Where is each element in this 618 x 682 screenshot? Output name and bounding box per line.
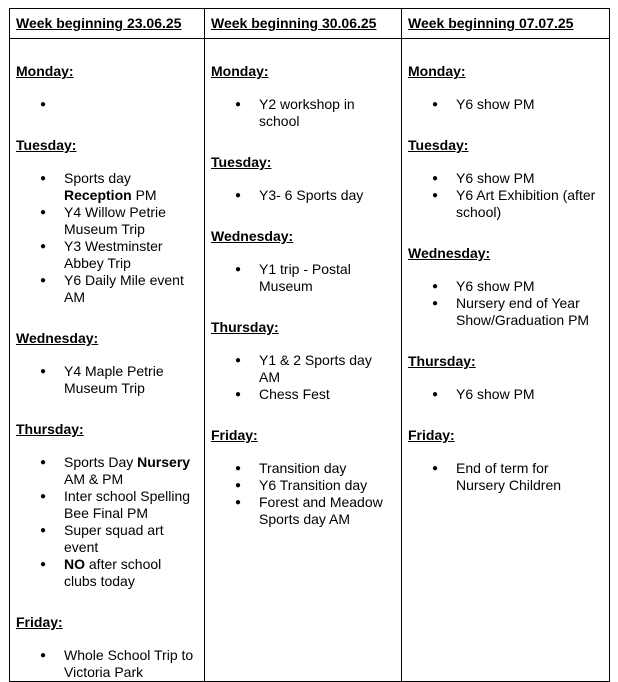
week-header-label: Week beginning 07.07.25 [408, 15, 574, 31]
header-row [10, 9, 610, 39]
week-column [205, 39, 402, 682]
day-block [408, 353, 603, 403]
event-item [211, 187, 395, 204]
event-list [211, 261, 395, 295]
day-heading: Tuesday: [408, 137, 469, 153]
day-heading: Tuesday: [211, 154, 272, 170]
event-text: Y3- 6 Sports day [259, 187, 364, 203]
day-block [211, 319, 395, 403]
calendar-table [9, 8, 610, 682]
week-column [10, 39, 205, 682]
event-list [408, 386, 603, 403]
day-heading: Thursday: [211, 319, 279, 335]
event-list [211, 96, 395, 130]
event-text: AM & PM [64, 471, 124, 487]
event-list [211, 352, 395, 403]
event-item [408, 187, 603, 221]
event-item [408, 278, 603, 295]
event-text: Y6 show PM [456, 96, 535, 112]
event-item [211, 477, 395, 494]
event-list [16, 363, 198, 397]
event-text: Y1 & 2 Sports day AM [259, 352, 372, 385]
event-text: Y6 Transition day [259, 477, 368, 493]
event-list [16, 454, 198, 590]
event-item [16, 488, 198, 522]
event-item [211, 494, 395, 528]
event-list [211, 460, 395, 528]
event-item [16, 272, 198, 306]
day-block [408, 245, 603, 329]
day-heading: Wednesday: [408, 245, 491, 261]
event-text: Nursery end of Year Show/Graduation PM [456, 295, 590, 328]
event-item [16, 556, 198, 590]
event-text: Y4 Willow Petrie Museum Trip [64, 204, 166, 237]
event-text-bold: NO [64, 556, 85, 572]
week-header [402, 9, 610, 39]
event-item [16, 170, 198, 204]
event-text: Forest and Meadow Sports day AM [259, 494, 383, 527]
event-list [211, 187, 395, 204]
week-header-label: Week beginning 30.06.25 [211, 15, 377, 31]
event-list [408, 170, 603, 221]
event-text: Y6 show PM [456, 170, 535, 186]
event-item [408, 170, 603, 187]
day-heading: Tuesday: [16, 137, 77, 153]
event-text: Y6 Art Exhibition (after school) [456, 187, 596, 220]
event-text: Y6 Daily Mile event AM [64, 272, 184, 305]
event-text: End of term for Nursery Children [456, 460, 562, 493]
event-text: Chess Fest [259, 386, 330, 402]
week-header [10, 9, 205, 39]
event-item [408, 460, 603, 494]
event-item [211, 386, 395, 403]
event-item [211, 261, 395, 295]
event-text: Super squad art event [64, 522, 164, 555]
day-heading: Wednesday: [16, 330, 99, 346]
week-header [205, 9, 402, 39]
day-block [211, 63, 395, 130]
event-text: Y2 workshop in school [259, 96, 355, 129]
body-row [10, 39, 610, 682]
day-block [211, 228, 395, 295]
event-text: Y1 trip - Postal Museum [259, 261, 351, 294]
event-text: Sports day [64, 170, 131, 186]
event-item [408, 96, 603, 113]
event-item [16, 647, 198, 681]
week-column [402, 39, 610, 682]
event-text: Inter school Spelling Bee Final PM [64, 488, 191, 521]
event-list [16, 96, 198, 113]
event-text: after school clubs today [64, 556, 162, 589]
day-block [408, 63, 603, 113]
event-text: Transition day [259, 460, 347, 476]
event-item [16, 454, 198, 488]
event-text: Sports Day [64, 454, 138, 470]
event-text: Y6 show PM [456, 386, 535, 402]
day-heading: Wednesday: [211, 228, 294, 244]
day-block [16, 63, 198, 113]
day-block [408, 137, 603, 221]
day-heading: Thursday: [408, 353, 476, 369]
event-item [16, 96, 198, 113]
day-block [211, 154, 395, 204]
event-text: PM [131, 187, 157, 203]
event-text-bold: Nursery [137, 454, 191, 470]
day-heading: Friday: [16, 614, 63, 630]
day-heading: Thursday: [16, 421, 84, 437]
event-item [16, 522, 198, 556]
event-list [408, 278, 603, 329]
event-list [408, 460, 603, 494]
day-block [16, 137, 198, 306]
day-heading: Friday: [211, 427, 258, 443]
event-item [16, 238, 198, 272]
event-item [16, 204, 198, 238]
event-text-bold: Reception [64, 187, 132, 203]
event-text: Y4 Maple Petrie Museum Trip [64, 363, 164, 396]
event-list [408, 96, 603, 113]
week-header-label: Week beginning 23.06.25 [16, 15, 182, 31]
event-item [408, 295, 603, 329]
day-block [408, 427, 603, 494]
event-item [408, 386, 603, 403]
event-list [16, 647, 198, 681]
event-text: Whole School Trip to Victoria Park [64, 647, 194, 680]
day-block [16, 330, 198, 397]
event-item [211, 352, 395, 386]
day-heading: Monday: [211, 63, 269, 79]
event-item [16, 363, 198, 397]
day-heading: Monday: [16, 63, 74, 79]
day-block [16, 614, 198, 681]
day-block [211, 427, 395, 528]
event-text: Y3 Westminster Abbey Trip [64, 238, 163, 271]
event-text: Y6 show PM [456, 278, 535, 294]
event-item [211, 96, 395, 130]
day-heading: Monday: [408, 63, 466, 79]
event-list [16, 170, 198, 306]
event-item [211, 460, 395, 477]
day-heading: Friday: [408, 427, 455, 443]
day-block [16, 421, 198, 590]
